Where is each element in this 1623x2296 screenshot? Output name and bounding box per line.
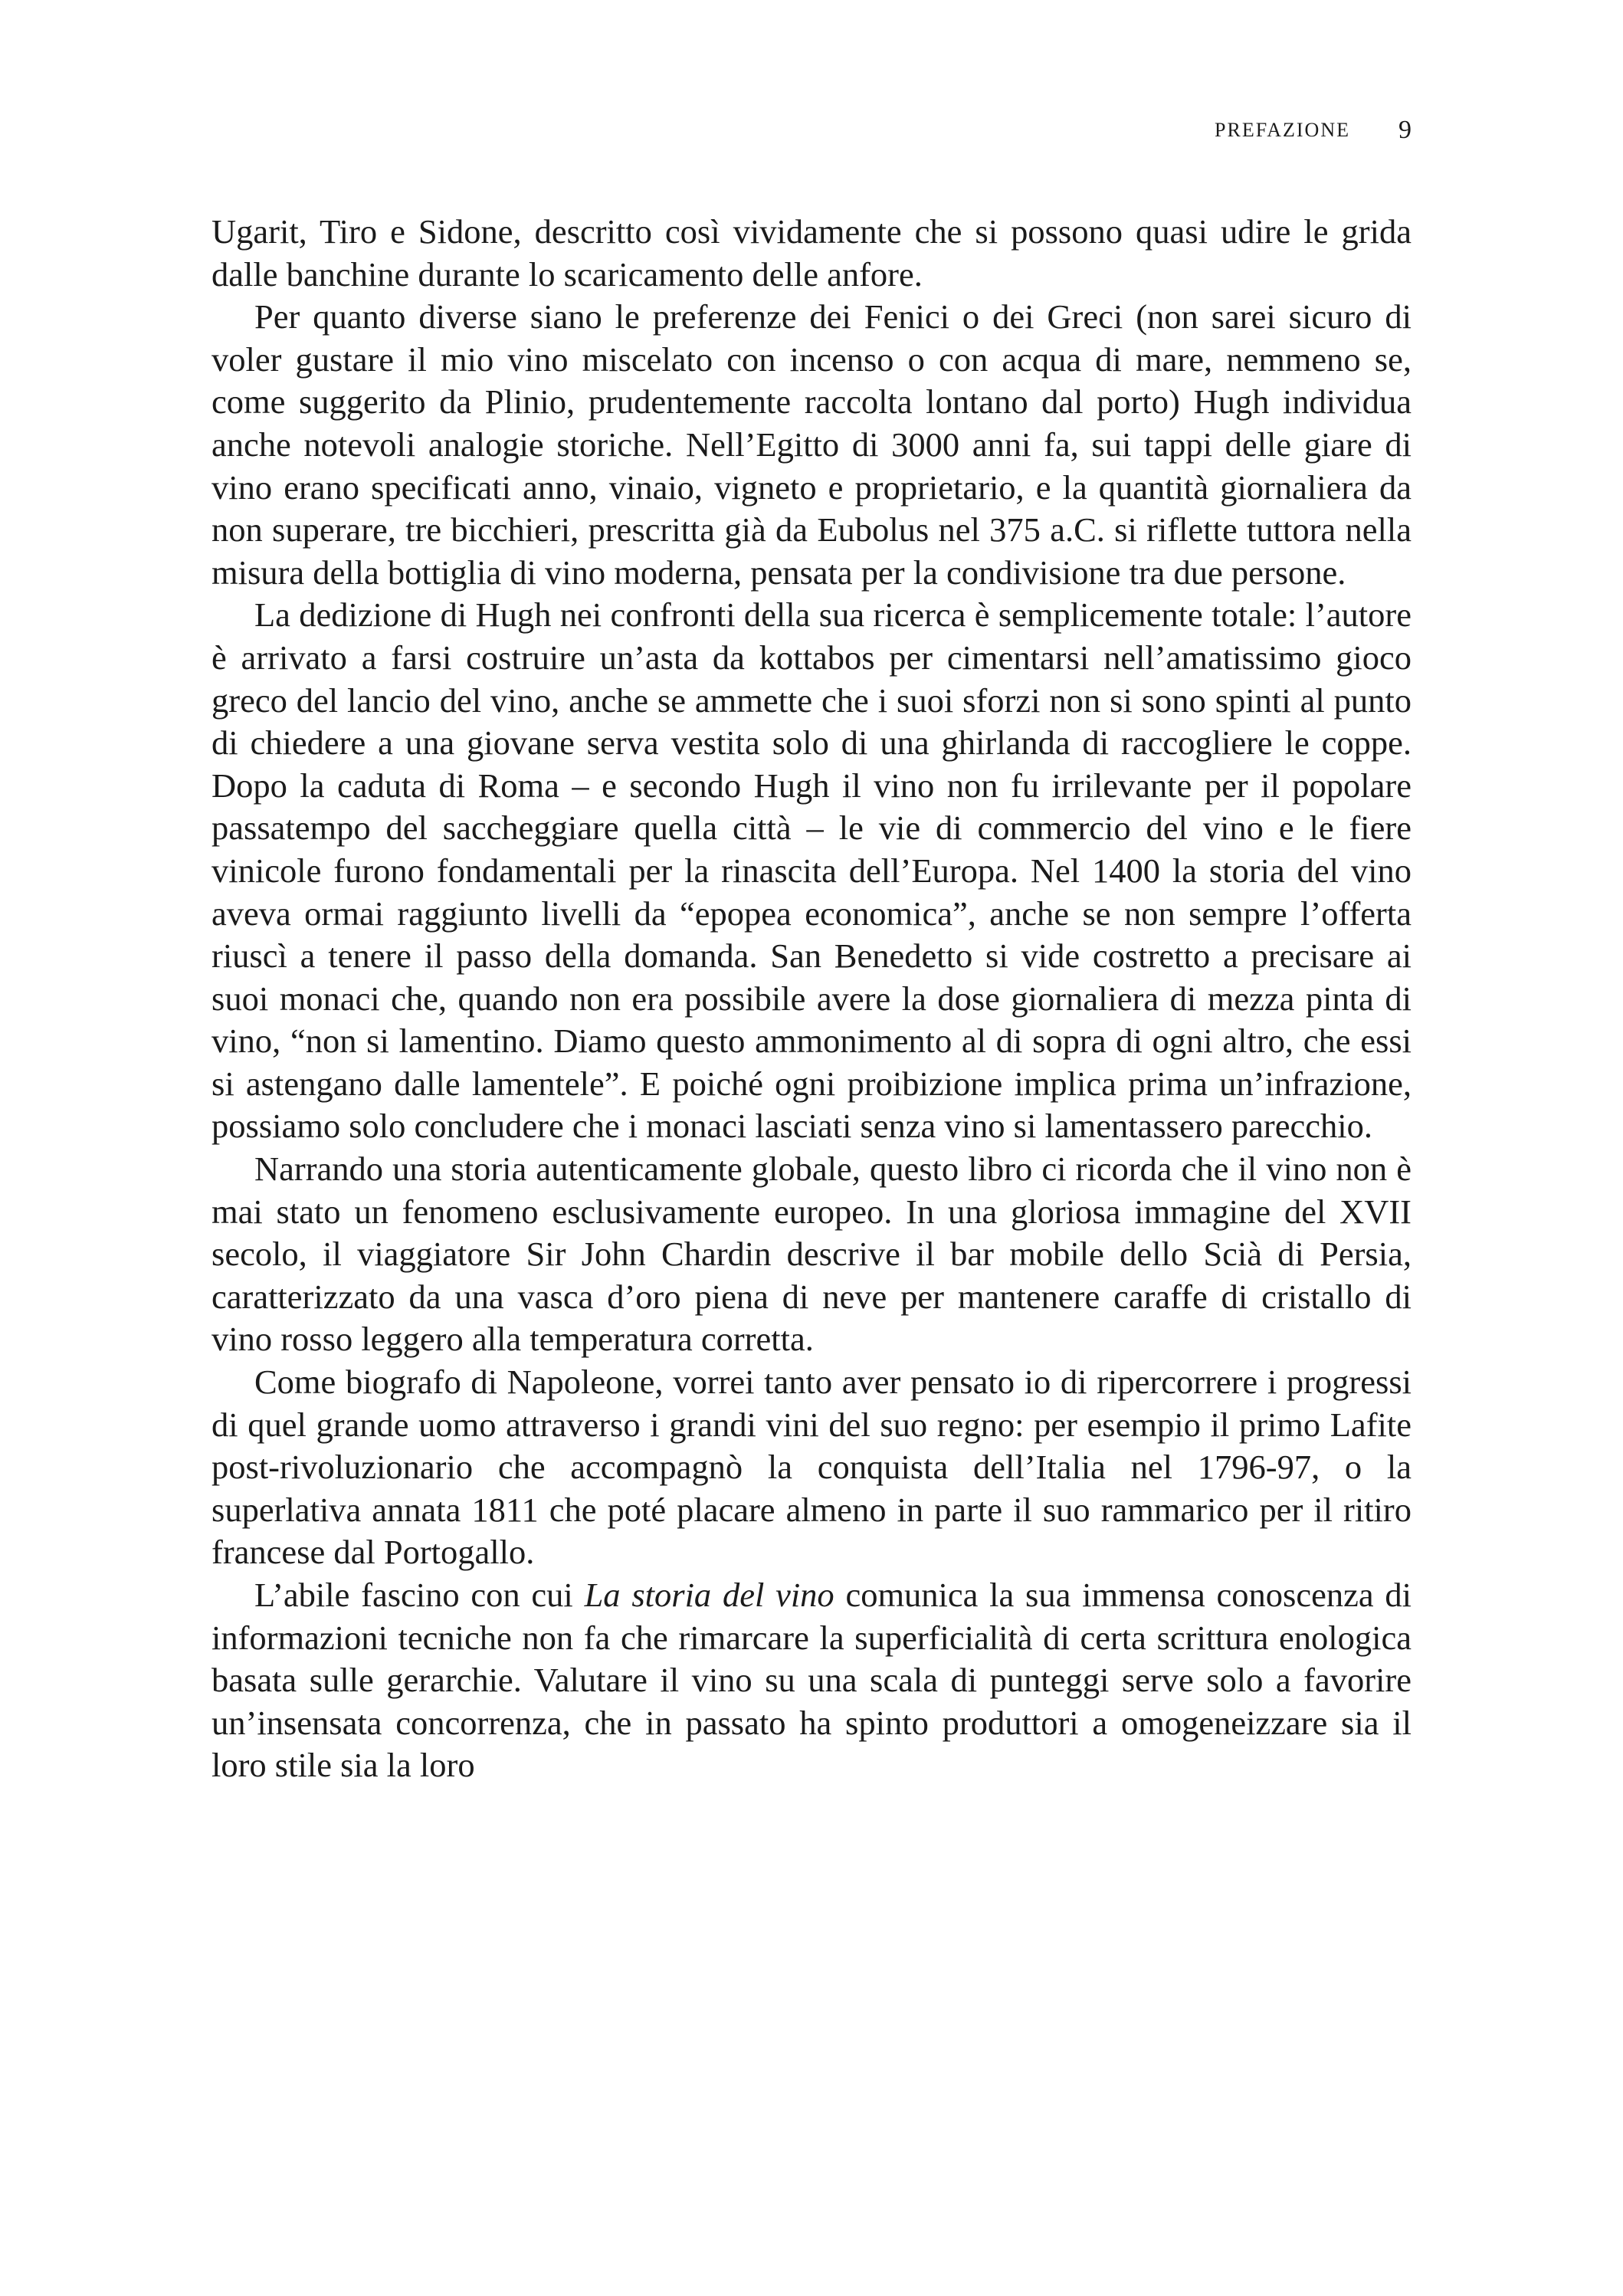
paragraph-5: Come biografo di Napoleone, vorrei tanto aver pensato io di ripercorrere i progressi di quel grande uomo attraverso i grandi vini del suo regno: per esempio il primo Lafite post-rivoluzionario che accompagnò la conquista dell’Italia nel 1796-97, o la superlativa annata 1811 che poté placare almeno in parte il suo rammarico per il ritiro francese dal Portogallo. <box>211 1363 1412 1572</box>
running-head <box>211 115 1412 146</box>
section-title: PREFAZIONE <box>1215 119 1350 141</box>
page-number: 9 <box>1398 116 1412 144</box>
body-text <box>211 211 1412 1787</box>
paragraph-6 <box>211 1574 1412 1787</box>
paragraph-6-text-before: L’abile fascino con cui <box>254 1576 585 1614</box>
paragraph-1: Ugarit, Tiro e Sidone, descritto così vividamente che si possono quasi udire le grida dalle banchine durante lo scaricamento delle anfore. <box>211 212 1412 294</box>
paragraph-2: Per quanto diverse siano le preferenze dei Fenici o dei Greci (non sarei sicuro di voler gustare il mio vino miscelato con incenso o con acqua di mare, nemmeno se, come suggerito da Plinio, prudentemente raccolta lontano dal porto) Hugh individua anche notevoli analogie storiche. Nell’Egitto di 3000 anni fa, sui tappi delle giare di vino erano specificati anno, vinaio, vigneto e proprietario, e la quantità giornaliera da non superare, tre bicchieri, prescritta già da Eubolus nel 375 a.C. si riflette tuttora nella misura della bottiglia di vino moderna, pensata per la condivisione tra due persone. <box>211 297 1412 592</box>
book-title: La storia del vino <box>584 1576 834 1614</box>
paragraph-3: La dedizione di Hugh nei confronti della sua ricerca è semplicemente totale: l’autore è arrivato a farsi costruire un’asta da kottabos per cimentarsi nell’amatissimo gioco greco del lancio del vino, anche se ammette che i suoi sforzi non si sono spinti al punto di chiedere a una giovane serva vestita solo di una ghirlanda di raccogliere le coppe. Dopo la caduta di Roma – e secondo Hugh il vino non fu irrilevante per il popolare passatempo del saccheggiare quella città – le vie di commercio del vino e le fiere vinicole furono fondamentali per la rinascita dell’Europa. Nel 1400 la storia del vino aveva ormai raggiunto livelli da “epopea economica”, anche se non sempre l’offerta riuscì a tenere il passo della domanda. San Benedetto si vide costretto a precisare ai suoi monaci che, quando non era possibile avere la dose giornaliera di mezza pinta di vino, “non si lamentino. Diamo questo ammonimento al di sopra di ogni altro, che essi si astengano dalle lamentele”. E poiché ogni proibizione implica prima un’infrazione, possiamo solo concludere che i monaci lasciati senza vino si lamentassero parecchio. <box>211 595 1412 1146</box>
paragraph-4: Narrando una storia autenticamente globale, questo libro ci ricorda che il vino non è mai stato un fenomeno esclusivamente europeo. In una gloriosa immagine del XVII secolo, il viaggiatore Sir John Chardin descrive il bar mobile dello Scià di Persia, caratterizzato da una vasca d’oro piena di neve per mantenere caraffe di cristallo di vino rosso leggero alla temperatura corretta. <box>211 1150 1412 1359</box>
paragraph-6-text-after: comunica la sua immensa conoscenza di informazioni tecniche non fa che rimarcare la superficialità di certa scrittura enologica basata sulle gerarchie. Valutare il vino su una scala di punteggi serve solo a favorire un’insensata concorrenza, che in passato ha spinto produttori a omogeneizzare sia il loro stile sia la loro <box>211 1576 1412 1785</box>
